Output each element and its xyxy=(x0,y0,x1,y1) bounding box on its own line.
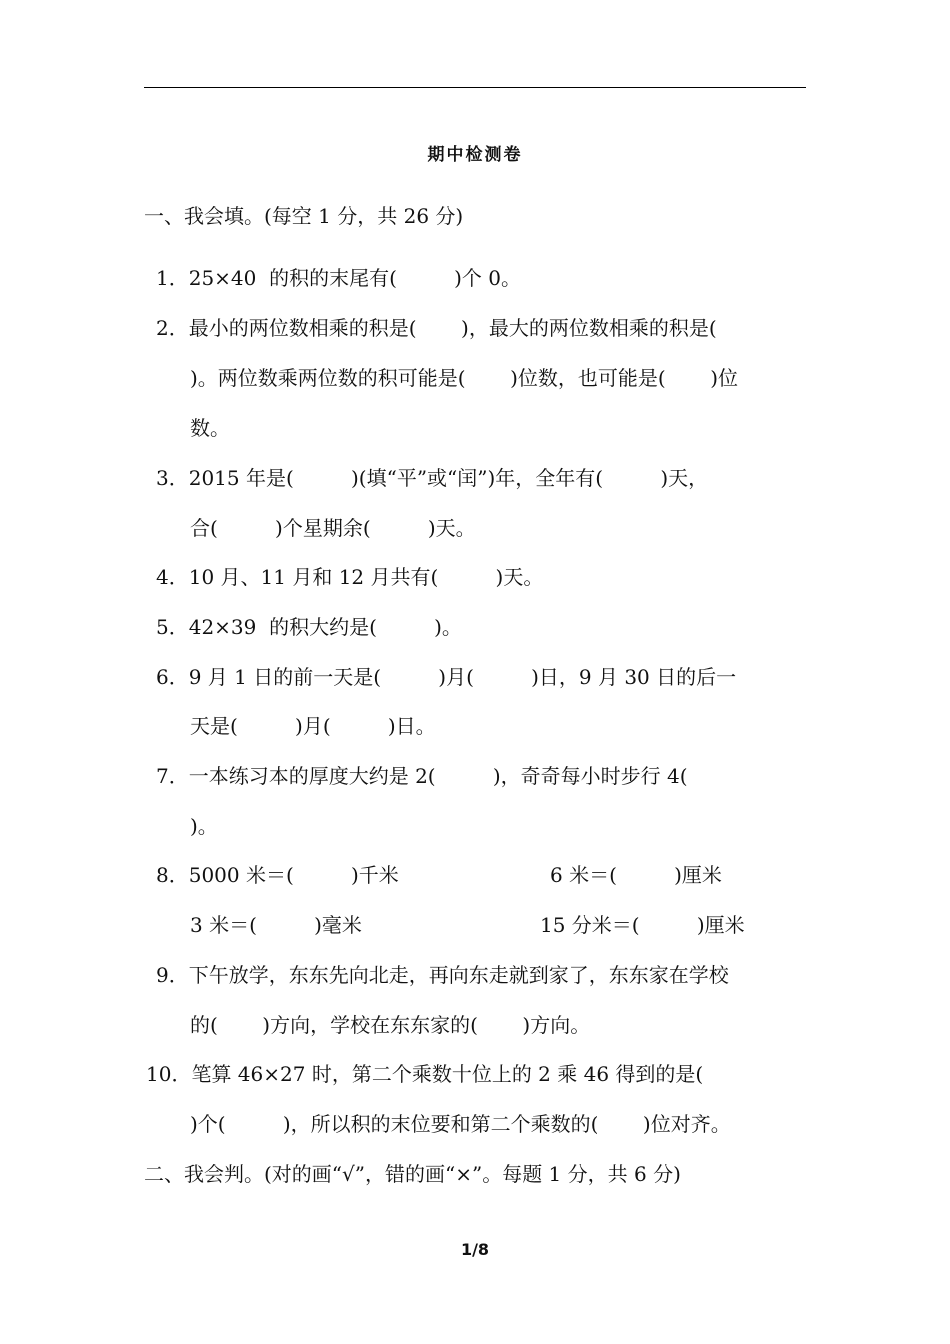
page-title: 期中检测卷 xyxy=(427,145,523,165)
question-3-line-2: 合( )个星期余( )天。 xyxy=(190,516,476,540)
question-4-line-1: 4．10 月、11 月和 12 月共有( )天。 xyxy=(156,565,544,589)
question-2-line-3: 数。 xyxy=(190,416,230,440)
question-7-line-2: )。 xyxy=(190,814,218,838)
section-2-heading: 二、我会判。(对的画“√”，错的画“×”。每题 1 分，共 6 分) xyxy=(144,1162,681,1186)
section-1-heading: 一、我会填。(每空 1 分，共 26 分) xyxy=(144,204,464,228)
question-6-line-1: 6．9 月 1 日的前一天是( )月( )日，9 月 30 日的后一 xyxy=(156,665,737,689)
question-1-line-1: 1．25×40 的积的末尾有( )个 0。 xyxy=(156,266,521,290)
question-5-line-1: 5．42×39 的积大约是( )。 xyxy=(156,615,462,639)
question-8-line-1-left: 8．5000 米＝( )千米 xyxy=(156,863,399,887)
question-7-line-1: 7．一本练习本的厚度大约是 2( )，奇奇每小时步行 4( xyxy=(156,764,688,788)
question-8-line-2-left: 3 米＝( )毫米 xyxy=(190,913,362,937)
question-2-line-2: )。两位数乘两位数的积可能是( )位数，也可能是( )位 xyxy=(190,366,739,390)
question-2-line-1: 2．最小的两位数相乘的积是( )，最大的两位数相乘的积是( xyxy=(156,316,717,340)
page-number: 1/8 xyxy=(460,1240,490,1259)
question-8-line-1-right: 6 米＝( )厘米 xyxy=(550,863,722,887)
question-3-line-1: 3．2015 年是( )(填“平”或“闰”)年，全年有( )天， xyxy=(156,466,709,490)
header-rule xyxy=(144,87,806,88)
question-6-line-2: 天是( )月( )日。 xyxy=(190,714,436,738)
question-10-line-2: )个( )，所以积的末位要和第二个乘数的( )位对齐。 xyxy=(190,1112,731,1136)
question-8-line-2-right: 15 分米＝( )厘米 xyxy=(540,913,745,937)
question-9-line-1: 9．下午放学，东东先向北走，再向东走就到家了，东东家在学校 xyxy=(156,963,729,987)
question-10-line-1: 10．笔算 46×27 时，第二个乘数十位上的 2 乘 46 得到的是( xyxy=(146,1062,704,1086)
question-9-line-2: 的( )方向，学校在东东家的( )方向。 xyxy=(190,1013,591,1037)
